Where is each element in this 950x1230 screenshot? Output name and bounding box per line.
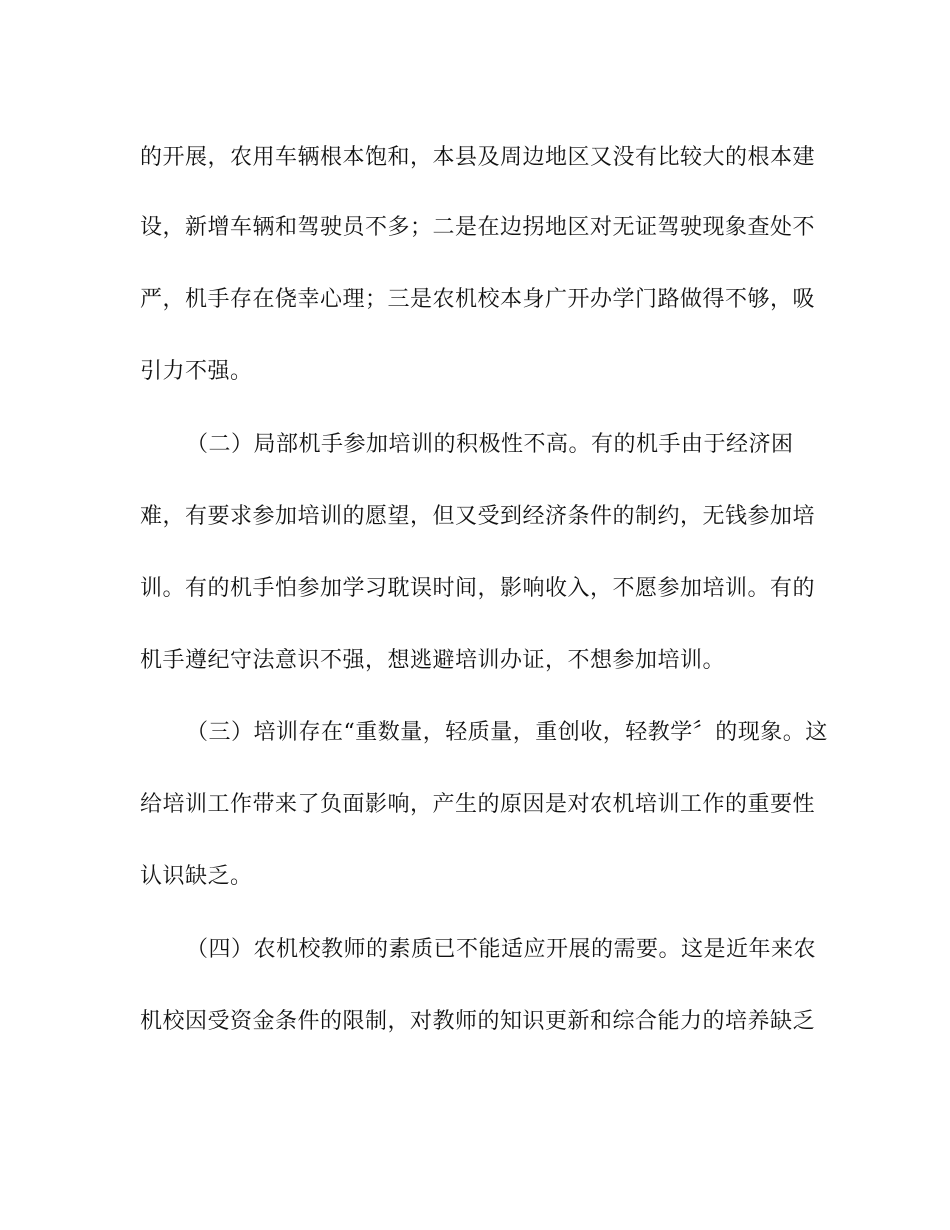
text-line-2: 设，新增车辆和驾驶员不多；二是在边拐地区对无证驾驶现象查处不	[140, 215, 816, 240]
paragraph-4-line-2: 机校因受资金条件的限制，对教师的知识更新和综合能力的培养缺乏	[140, 1009, 816, 1034]
text-line-1: 的开展，农用车辆根本饱和，本县及周边地区又没有比较大的根本建	[140, 145, 816, 170]
paragraph-3-line-3: 认识缺乏。	[140, 864, 253, 889]
paragraph-2-line-2: 难，有要求参加培训的愿望，但又受到经济条件的制约，无钱参加培	[140, 504, 816, 529]
text-line-4: 引力不强。	[140, 359, 253, 384]
paragraph-2-line-3: 训。有的机手怕参加学习耽误时间，影响收入，不愿参加培训。有的	[140, 576, 816, 601]
text-line-3: 严，机手存在侥幸心理；三是农机校本身广开办学门路做得不够，吸	[140, 287, 816, 312]
paragraph-4-line-1: （四）农机校教师的素质已不能适应开展的需要。这是近年来农	[186, 937, 817, 962]
paragraph-2-line-4: 机手遵纪守法意识不强，想逃避培训办证，不想参加培训。	[140, 648, 726, 673]
paragraph-2-line-1: （二）局部机手参加培训的积极性不高。有的机手由于经济困	[186, 432, 794, 457]
paragraph-3-line-1: （三）培训存在“重数量，轻质量，重创收，轻教学〞的现象。这	[186, 720, 828, 745]
paragraph-3-line-2: 给培训工作带来了负面影响，产生的原因是对农机培训工作的重要性	[140, 792, 816, 817]
